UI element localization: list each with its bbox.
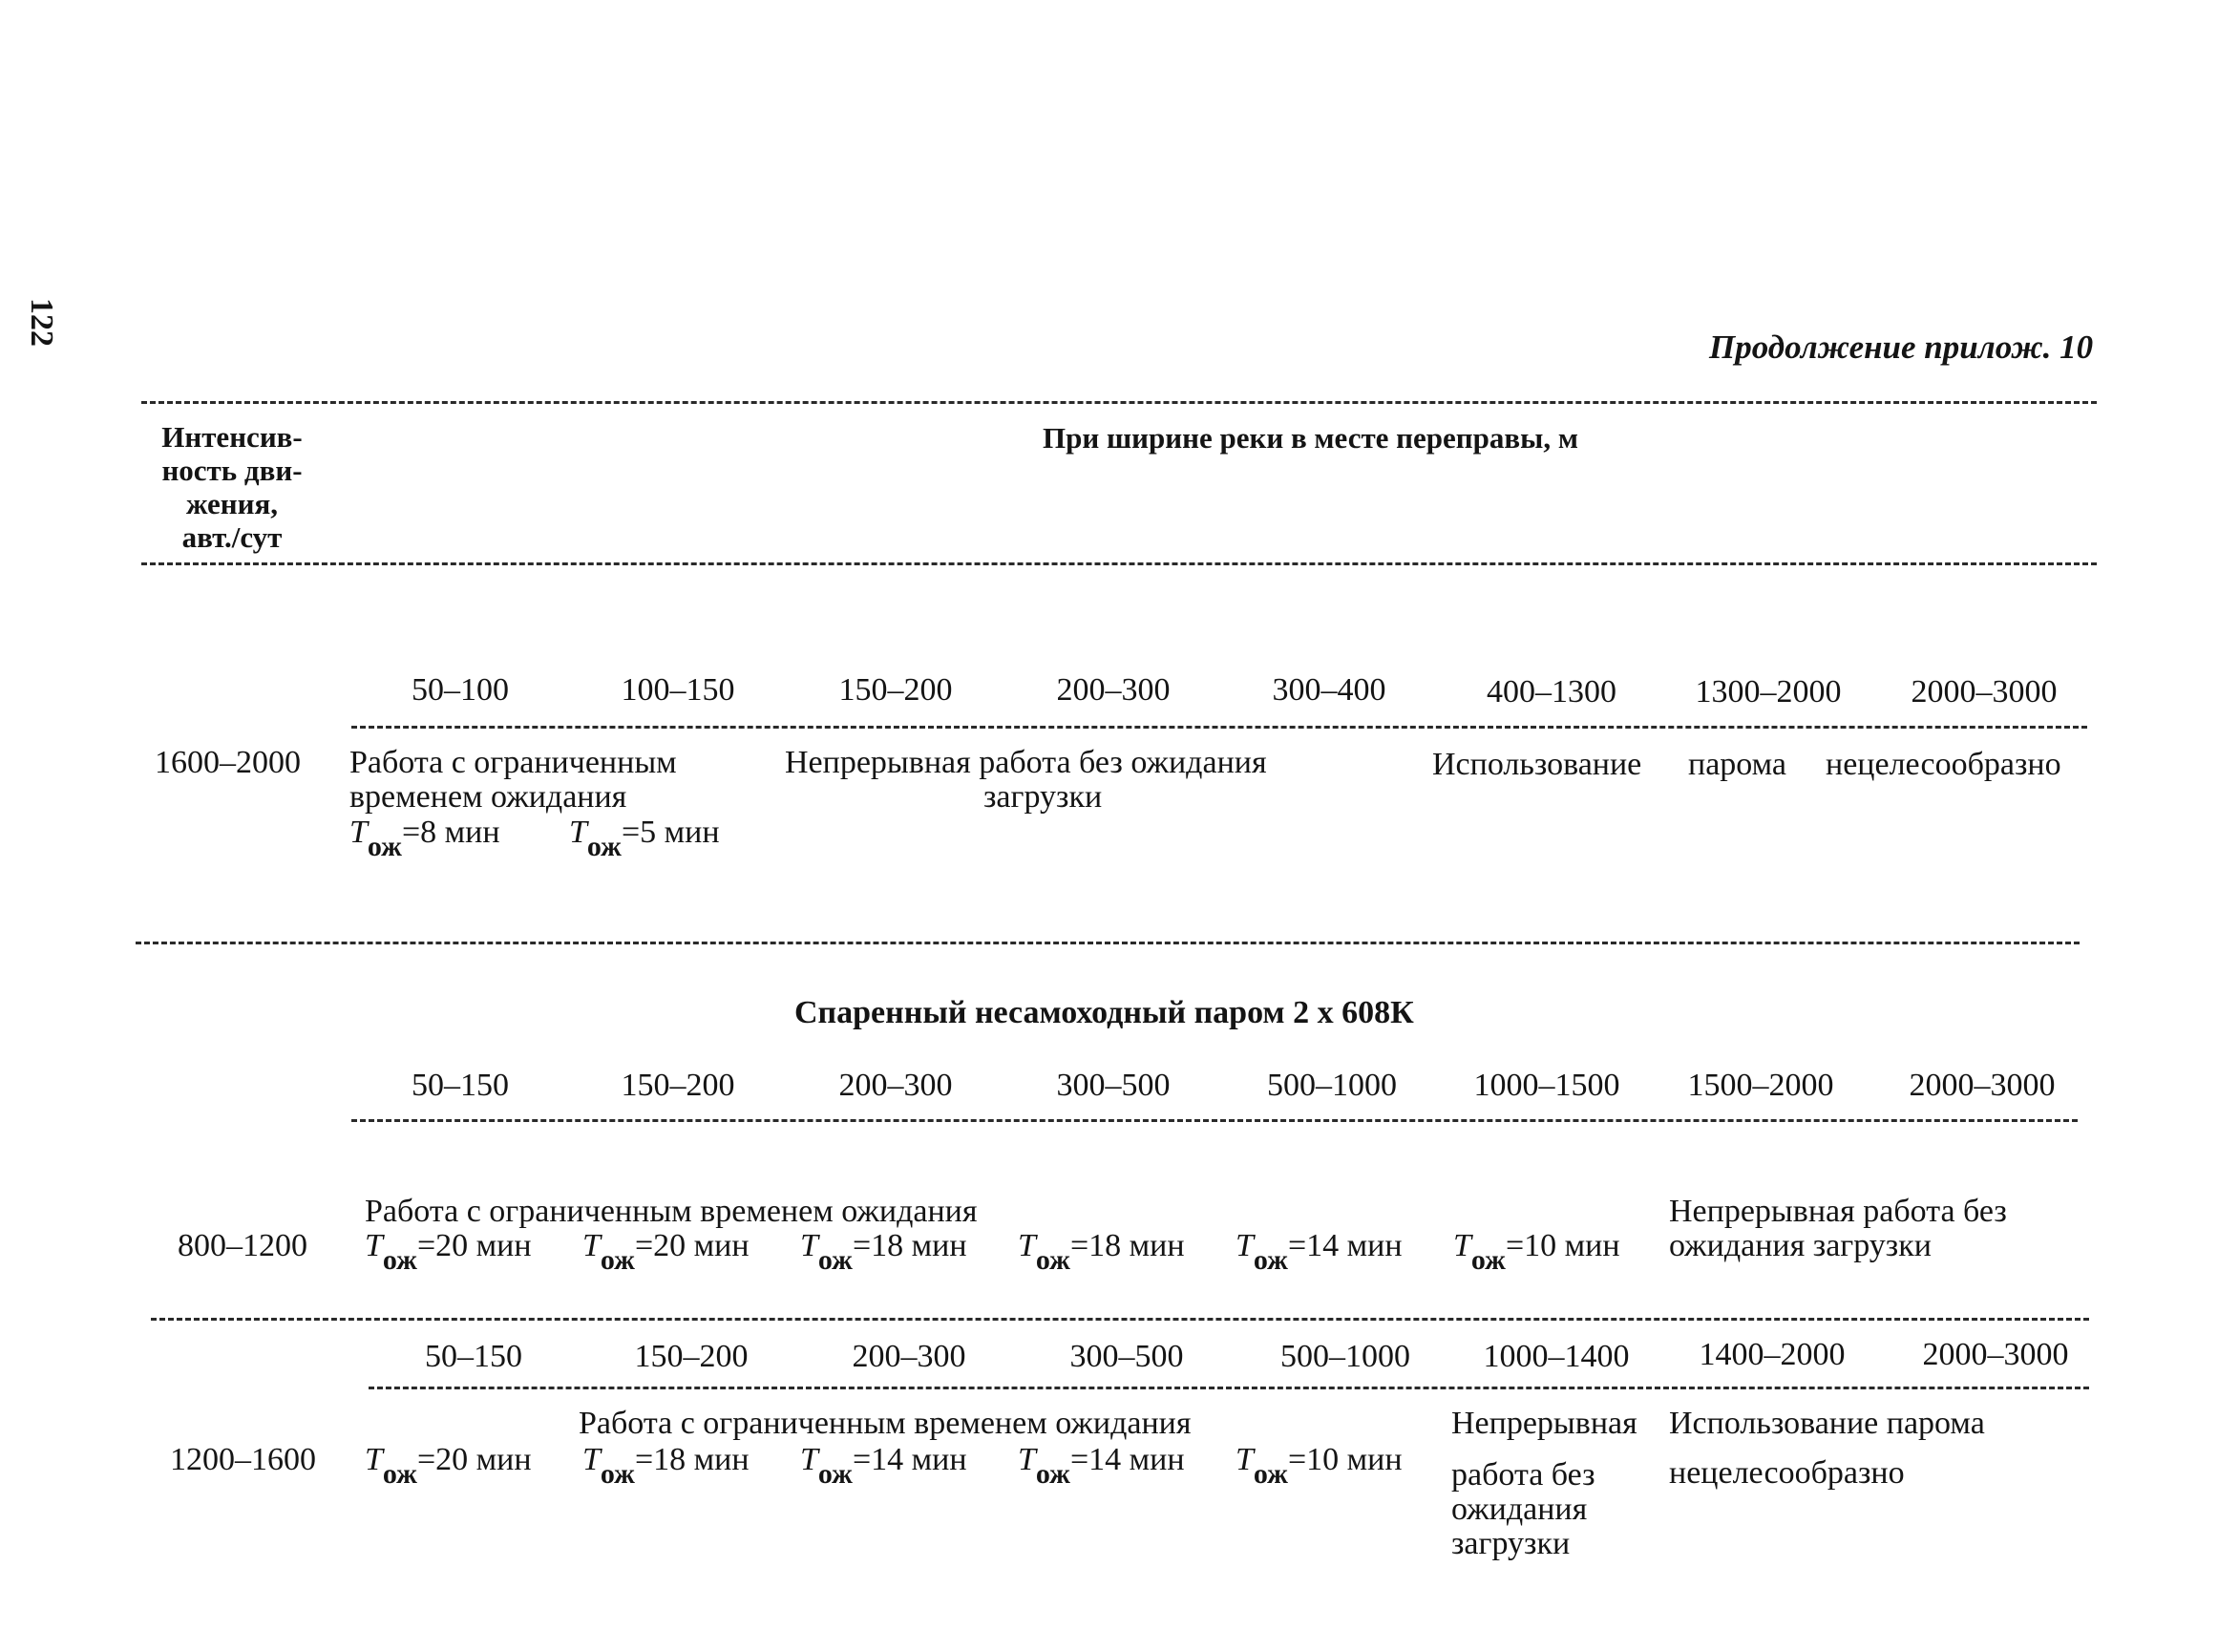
t-symbol: T <box>582 1228 601 1263</box>
t-symbol: T <box>800 1442 818 1477</box>
block1-use-3: нецелесообразно <box>1826 747 2061 782</box>
block3-continuous-line1: Непрерывная <box>1451 1406 1637 1441</box>
t-symbol: T <box>800 1228 818 1263</box>
block3-continuous-line4: загрузки <box>1451 1526 1571 1561</box>
block1-continuous: Непрерывная работа без ожидания <box>785 745 1267 780</box>
wait-value: =20 мин <box>416 1442 532 1477</box>
width-cell: 500–1000 <box>1267 1068 1397 1103</box>
t-symbol: T <box>349 815 368 850</box>
block2-width-rule <box>351 1119 2078 1122</box>
block1-intensity: 1600–2000 <box>155 745 301 780</box>
header-bottom-rule <box>141 562 2097 565</box>
width-cell: 1000–1400 <box>1483 1339 1630 1374</box>
wait-value: =8 мин <box>401 815 500 850</box>
t-symbol: T <box>1018 1228 1036 1263</box>
width-cell: 200–300 <box>852 1339 966 1374</box>
width-cell: 300–500 <box>1069 1339 1184 1374</box>
t-subscript: ож <box>367 831 402 862</box>
wait-value: =20 мин <box>416 1228 532 1263</box>
block3-width-rule <box>369 1387 2089 1389</box>
width-cell: 2000–3000 <box>1922 1337 2069 1372</box>
block1-use-2: парома <box>1688 747 1787 782</box>
header-intensity-line: авт./сут <box>181 520 283 554</box>
t-subscript: ож <box>382 1244 417 1276</box>
t-subscript: ож <box>1253 1458 1288 1490</box>
block3-limited: Работа с ограниченным временем ожидания <box>579 1406 1192 1441</box>
block3-continuous-line2: работа без <box>1451 1457 1595 1493</box>
t-symbol: T <box>365 1228 383 1263</box>
t-subscript: ож <box>382 1458 417 1490</box>
t-symbol: T <box>582 1442 601 1477</box>
width-cell: 150–200 <box>634 1339 749 1374</box>
width-cell: 1500–2000 <box>1687 1068 1834 1103</box>
width-cell: 500–1000 <box>1280 1339 1410 1374</box>
block3-wait-time <box>582 1442 750 1493</box>
t-subscript: ож <box>1470 1244 1506 1276</box>
t-subscript: ож <box>600 1244 635 1276</box>
wait-value: =18 мин <box>634 1442 750 1477</box>
t-subscript: ож <box>817 1458 853 1490</box>
block1-wait-time-1 <box>349 815 500 865</box>
block3-wait-time <box>800 1442 967 1493</box>
block2-bottom-rule <box>151 1318 2089 1321</box>
width-cell: 2000–3000 <box>1909 1068 2056 1103</box>
width-cell: 50–150 <box>412 1068 509 1103</box>
width-cell: 300–500 <box>1056 1068 1171 1103</box>
width-cell: 1300–2000 <box>1695 674 1842 710</box>
block2-continuous-line2: ожидания загрузки <box>1669 1228 1932 1263</box>
wait-value: =14 мин <box>1069 1442 1185 1477</box>
wait-value: =20 мин <box>634 1228 750 1263</box>
t-symbol: T <box>1236 1442 1254 1477</box>
block2-continuous-line1: Непрерывная работа без <box>1669 1194 2007 1229</box>
block3-wait-time <box>365 1442 532 1493</box>
block3-use-line2: нецелесообразно <box>1669 1455 1905 1491</box>
block3-intensity: 1200–1600 <box>170 1442 316 1477</box>
t-symbol: T <box>569 815 587 850</box>
width-cell: 50–100 <box>412 672 509 708</box>
width-cell: 2000–3000 <box>1911 674 2058 710</box>
width-cell: 1000–1500 <box>1473 1068 1620 1103</box>
block1-use-1: Использование <box>1432 747 1642 782</box>
header-intensity-line: ность дви- <box>161 454 303 487</box>
block2-limited: Работа с ограниченным временем ожидания <box>365 1194 978 1229</box>
block3-use-line1: Использование парома <box>1669 1406 1985 1441</box>
width-cell: 300–400 <box>1272 672 1386 708</box>
t-subscript: ож <box>600 1458 635 1490</box>
t-subscript: ож <box>817 1244 853 1276</box>
block1-limited-line2: временем ожидания <box>349 779 627 815</box>
wait-value: =14 мин <box>1287 1228 1403 1263</box>
wait-value: =14 мин <box>852 1442 967 1477</box>
t-subscript: ож <box>1035 1458 1070 1490</box>
header-intensity <box>151 420 313 554</box>
header-top-rule <box>141 401 2097 404</box>
wait-value: =18 мин <box>1069 1228 1185 1263</box>
block1-bottom-rule <box>136 942 2080 944</box>
block3-continuous-line3: ожидания <box>1451 1492 1588 1527</box>
block1-wait-time-2 <box>569 815 720 865</box>
width-cell: 1400–2000 <box>1699 1337 1846 1372</box>
header-intensity-line: Интенсив- <box>161 420 303 454</box>
width-cell: 200–300 <box>1056 672 1171 708</box>
width-cell: 50–150 <box>425 1339 522 1374</box>
block3-wait-time <box>1236 1442 1403 1493</box>
wait-value: =10 мин <box>1505 1228 1620 1263</box>
block2-wait-time <box>365 1228 532 1279</box>
continuation-caption: Продолжение прилож. 10 <box>1709 328 2094 366</box>
header-intensity-line: жения, <box>185 487 279 520</box>
block2-wait-time <box>800 1228 967 1279</box>
wait-value: =5 мин <box>621 815 720 850</box>
block2-wait-time <box>1018 1228 1185 1279</box>
block2-intensity: 800–1200 <box>178 1228 307 1263</box>
block3-wait-time <box>1018 1442 1185 1493</box>
width-cell: 200–300 <box>838 1068 953 1103</box>
t-symbol: T <box>1236 1228 1254 1263</box>
header-river-width: При ширине реки в месте переправы, м <box>1043 421 1578 455</box>
width-cell: 100–150 <box>621 672 735 708</box>
wait-value: =18 мин <box>852 1228 967 1263</box>
t-subscript: ож <box>1253 1244 1288 1276</box>
t-symbol: T <box>1453 1228 1471 1263</box>
block1-width-rule <box>351 726 2087 729</box>
page-number: 122 <box>24 298 59 347</box>
ferry-title: Спаренный несамоходный паром 2 х 608К <box>794 995 1414 1030</box>
t-subscript: ож <box>586 831 622 862</box>
t-symbol: T <box>365 1442 383 1477</box>
t-subscript: ож <box>1035 1244 1070 1276</box>
block1-limited-line1: Работа с ограниченным <box>349 745 677 780</box>
block1-continuous-2: загрузки <box>983 779 1103 815</box>
block2-wait-time <box>582 1228 750 1279</box>
width-cell: 150–200 <box>621 1068 735 1103</box>
width-cell: 150–200 <box>838 672 953 708</box>
t-symbol: T <box>1018 1442 1036 1477</box>
wait-value: =10 мин <box>1287 1442 1403 1477</box>
width-cell: 400–1300 <box>1487 674 1616 710</box>
block2-wait-time <box>1453 1228 1620 1279</box>
block2-wait-time <box>1236 1228 1403 1279</box>
